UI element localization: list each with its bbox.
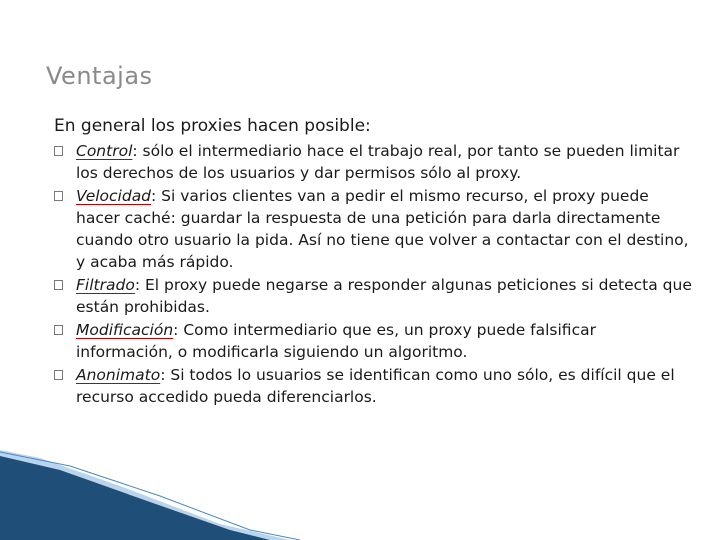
bullet-item (54, 185, 694, 273)
bullet-text: : sólo el intermediario hace el trabajo real, por tanto se pueden limitar los derechos de los usuarios y dar permisos sólo al proxy. (76, 142, 680, 182)
bullet-term: Velocidad (76, 187, 152, 205)
checkbox-bullet-icon (54, 280, 63, 290)
bullet-term: Modificación (76, 321, 174, 339)
slide-title: Ventajas (46, 62, 153, 90)
bullet-term: Control (76, 142, 133, 160)
decorative-wave-corner (0, 440, 720, 540)
checkbox-bullet-icon (54, 146, 63, 156)
bullet-term: Anonimato (76, 366, 161, 384)
bullet-list (54, 140, 694, 409)
bullet-text: : Si todos lo usuarios se identifican como uno sólo, es difícil que el recurso accedido pueda diferenciarlos. (76, 366, 675, 406)
bullet-item (54, 274, 694, 318)
bullet-item (54, 140, 694, 184)
checkbox-bullet-icon (54, 191, 63, 201)
bullet-text: : El proxy puede negarse a responder algunas peticiones si detecta que están prohibidas. (76, 276, 692, 316)
bullet-text: : Como intermediario que es, un proxy puede falsificar información, o modificarla siguiendo un algoritmo. (76, 321, 596, 361)
bullet-item (54, 364, 694, 408)
checkbox-bullet-icon (54, 325, 63, 335)
bullet-term: Filtrado (76, 276, 135, 294)
checkbox-bullet-icon (54, 370, 63, 380)
bullet-item (54, 319, 694, 363)
slide-intro: En general los proxies hacen posible: (54, 116, 371, 136)
bullet-text: : Si varios clientes van a pedir el mismo recurso, el proxy puede hacer caché: guardar la respuesta de una petición para darla directamente cuando otro usuario la pida. Así no tiene que volver a contactar con el destino, y acaba más rápido. (76, 187, 689, 271)
